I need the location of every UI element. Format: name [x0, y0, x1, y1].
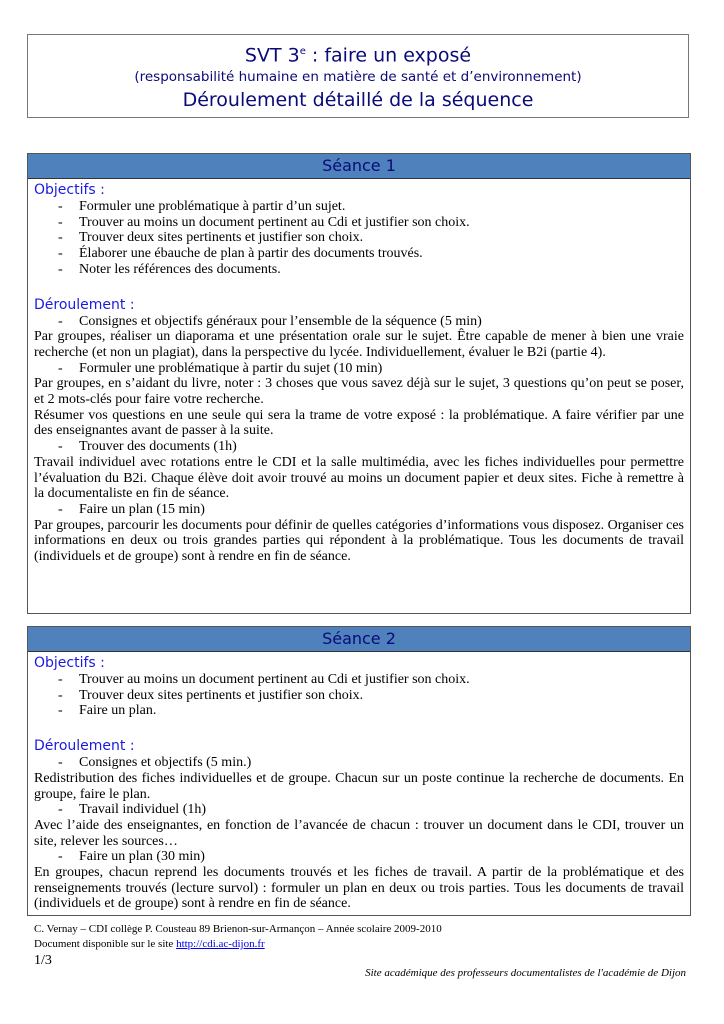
dash-marker: -	[58, 313, 63, 329]
deroulement-label: Déroulement :	[34, 296, 135, 313]
paragraph: En groupes, chacun reprend les documents trouvés et les fiches de travail. A partir de la problématique et des renseignements trouvés (lecture survol) : formuler un plan en deux ou trois parties. Tous les documents de travail (individuels et de groupe) sont à rendre en fin de séance.	[34, 865, 684, 912]
bullet-text: Trouver deux sites pertinents et justifier son choix.	[79, 230, 364, 246]
bullet-item	[34, 802, 684, 818]
bullet-item	[34, 230, 684, 246]
bullet-item	[34, 688, 684, 704]
dash-marker: -	[58, 261, 63, 277]
page-number: 1/3	[34, 953, 52, 968]
dash-marker: -	[58, 672, 63, 687]
title-rest: : faire un exposé	[305, 44, 472, 67]
spacer	[34, 719, 684, 737]
title-sup: e	[299, 46, 306, 57]
seance-1-section	[27, 153, 691, 614]
bullet-item	[34, 672, 684, 688]
dash-marker: -	[58, 849, 63, 865]
document-subtitle: (responsabilité humaine en matière de santé et d’environnement)	[134, 69, 582, 86]
objectifs-label: Objectifs :	[34, 182, 105, 198]
bullet-text: Formuler une problématique à partir du sujet (10 min)	[79, 360, 383, 376]
bullet-item	[34, 314, 684, 330]
dash-marker: -	[58, 755, 63, 771]
seance-title: Séance 1	[28, 154, 690, 179]
spacer	[34, 278, 684, 296]
bullet-item	[34, 849, 684, 865]
bullet-text: Élaborer une ébauche de plan à partir des documents trouvés.	[79, 246, 423, 262]
bullet-text: Faire un plan.	[79, 703, 157, 719]
dash-marker: -	[58, 214, 63, 230]
seance-title: Séance 2	[28, 627, 690, 652]
paragraph: Par groupes, en s’aidant du livre, noter : 3 choses que vous savez déjà sur le sujet, 3 questions qu’on peut se poser, et 2 mots-clés pour faire votre recherche.	[34, 376, 684, 408]
deroulement-label: Déroulement :	[34, 738, 135, 755]
paragraph: Redistribution des fiches individuelles et de groupe. Chacun sur un poste continue la recherche de documents. En groupe, faire le plan.	[34, 770, 684, 802]
paragraph: Par groupes, réaliser un diaporama et une présentation orale sur le sujet. Être capable de mener à bien une vraie recherche (et non un plagiat), dans la perspective du lycée. Individuellement, évaluer le B2i (partie 4).	[34, 329, 684, 360]
seance-body	[28, 652, 690, 916]
bullet-text: Travail individuel (1h)	[79, 802, 207, 818]
bullet-item	[34, 703, 684, 719]
footer-credit: C. Vernay – CDI collège P. Cousteau 89 Brienon-sur-Armançon – Année scolaire 2009-2010	[34, 923, 442, 935]
bullet-text: Consignes et objectifs généraux pour l’ensemble de la séquence (5 min)	[79, 313, 482, 329]
bullet-item	[34, 755, 684, 771]
footer	[34, 922, 442, 970]
bullet-text: Faire un plan (15 min)	[79, 501, 205, 517]
dash-marker: -	[58, 199, 63, 214]
dash-marker: -	[58, 230, 63, 246]
bullet-item	[34, 361, 684, 377]
paragraph: Travail individuel avec rotations entre le CDI et la salle multimédia, avec les fiches individuelles pour permettre l’évaluation du B2i. Chaque élève doit avoir trouvé au moins un document papier et deux sites. Fiche à remettre à la documentaliste en fin de séance.	[34, 454, 684, 502]
bullet-item	[34, 439, 684, 455]
bullet-text: Trouver des documents (1h)	[79, 439, 237, 455]
bullet-text: Trouver au moins un document pertinent au Cdi et justifier son choix.	[79, 214, 470, 230]
bullet-text: Trouver deux sites pertinents et justifier son choix.	[79, 687, 364, 703]
bullet-item	[34, 502, 684, 518]
document-title-2: Déroulement détaillé de la séquence	[182, 89, 534, 112]
bullet-text: Noter les références des documents.	[79, 261, 281, 277]
bullet-text: Faire un plan (30 min)	[79, 849, 205, 865]
dash-marker: -	[58, 501, 63, 517]
bullet-item	[34, 215, 684, 231]
site-link[interactable]: http://cdi.ac-dijon.fr	[176, 938, 265, 950]
document-title	[28, 40, 688, 67]
bullet-item	[34, 262, 684, 278]
dash-marker: -	[58, 360, 63, 376]
dash-marker: -	[58, 703, 63, 719]
footer-availability	[34, 937, 442, 952]
title-main: SVT 3	[244, 44, 300, 67]
paragraph: Résumer vos questions en une seule qui sera la trame de votre exposé : la problématique. A faire vérifier par une des enseignantes avant de passer à la suite.	[34, 407, 684, 439]
footer-availability-text: Document disponible sur le site	[34, 938, 177, 950]
seance-body	[28, 179, 690, 569]
bullet-item	[34, 199, 684, 215]
paragraph: Par groupes, parcourir les documents pour définir de quelles catégories d’informations vous disposez. Organiser ces informations en deux ou trois grandes parties qui répondent à la problématique. Tous les documents de travail (individuels et de groupe) sont à rendre en fin de séance.	[34, 517, 684, 565]
seance-2-section	[27, 626, 691, 916]
dash-marker: -	[58, 246, 63, 262]
dash-marker: -	[58, 802, 63, 818]
paragraph: Avec l’aide des enseignantes, en fonction de l’avancée de chacun : trouver un document dans le CDI, trouver un site, relever les sources…	[34, 817, 684, 849]
document-title-box	[27, 34, 689, 118]
dash-marker: -	[58, 687, 63, 703]
bullet-item	[34, 246, 684, 262]
objectifs-label: Objectifs :	[34, 655, 105, 671]
bullet-text: Consignes et objectifs (5 min.)	[79, 755, 252, 771]
bullet-text: Formuler une problématique à partir d’un sujet.	[79, 199, 346, 214]
site-caption: Site académique des professeurs documentalistes de l'académie de Dijon	[365, 967, 686, 979]
bullet-text: Trouver au moins un document pertinent au Cdi et justifier son choix.	[79, 672, 470, 687]
dash-marker: -	[58, 439, 63, 455]
